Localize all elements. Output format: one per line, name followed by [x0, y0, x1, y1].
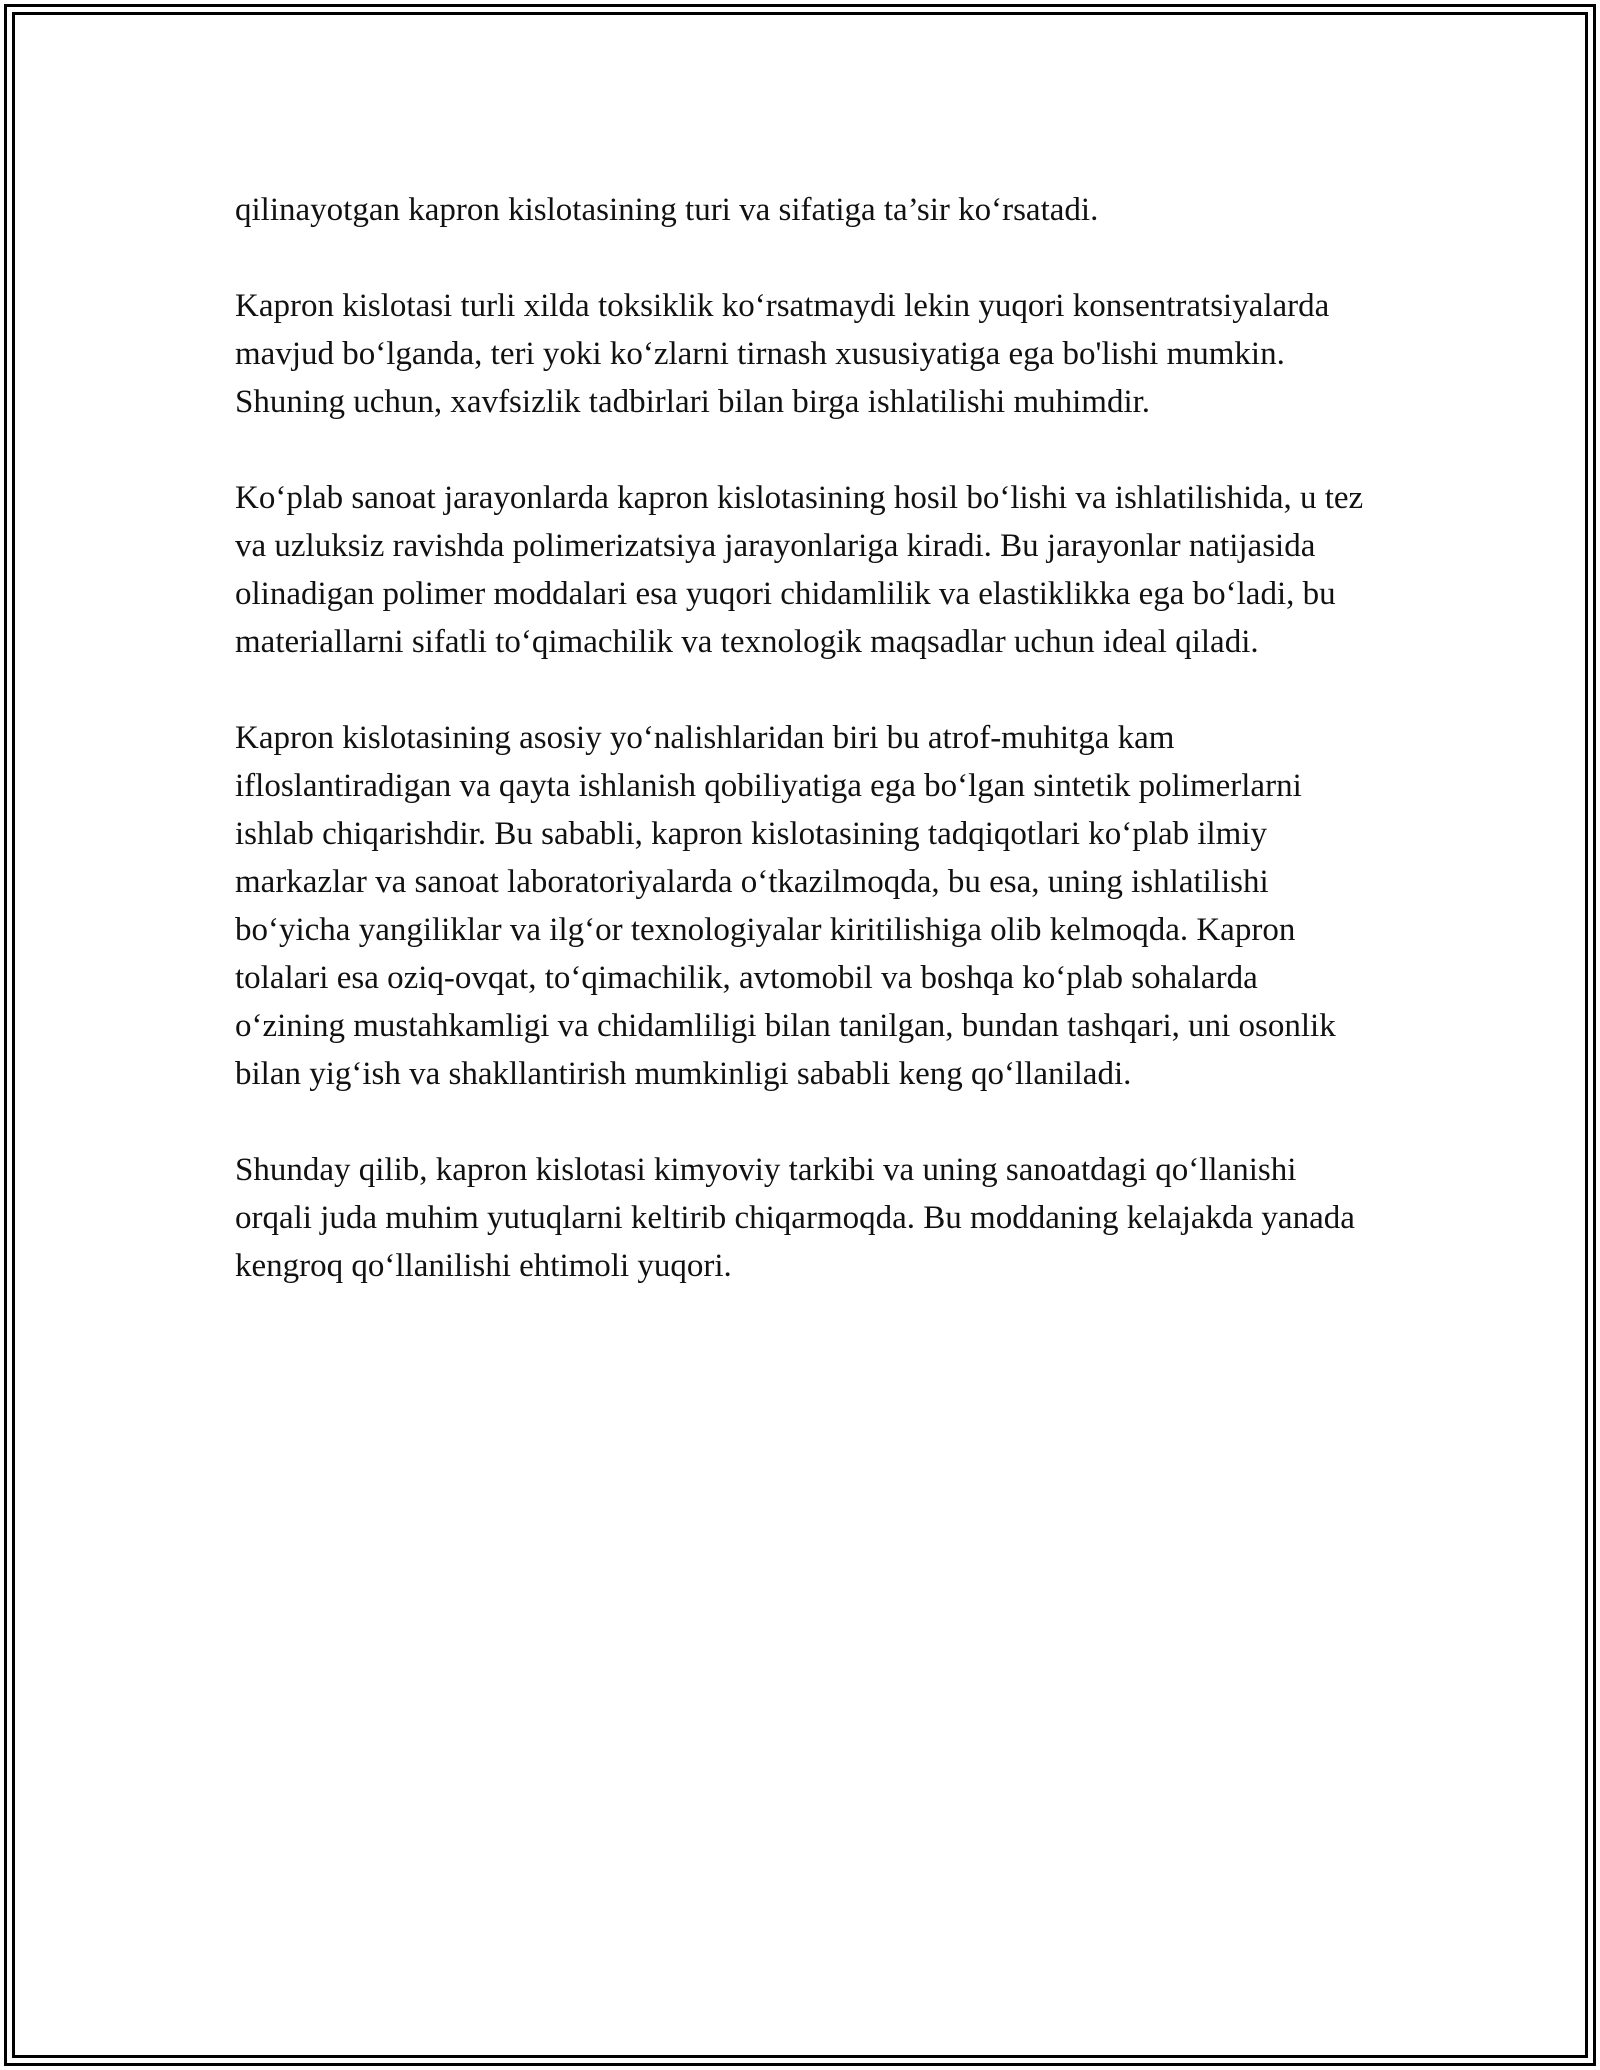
- paragraph-2: Kapron kislotasi turli xilda toksiklik ko‘rsatmaydi lekin yuqori konsentratsiyalarda mavjud bo‘lganda, teri yoki ko‘zlarni tirnash xususiyatiga ega bo'lishi mumkin. Shuning uchun, xavfsizlik tadbirlari bilan birga ishlatilishi muhimdir.: [235, 288, 1330, 420]
- document-body: [235, 186, 1375, 1338]
- paragraph-5: Shunday qilib, kapron kislotasi kimyoviy tarkibi va uning sanoatdagi qo‘llanishi orqali juda muhim yutuqlarni keltirib chiqarmoqda. Bu moddaning kelajakda yanada kengroq qo‘llanilishi ehtimoli yuqori.: [235, 1152, 1355, 1284]
- paragraph-3: Ko‘plab sanoat jarayonlarda kapron kislotasining hosil bo‘lishi va ishlatilishida, u tez va uzluksiz ravishda polimerizatsiya jarayonlariga kiradi. Bu jarayonlar natijasida olinadigan polimer moddalari esa yuqori chidamlilik va elastiklikka ega bo‘ladi, bu materiallarni sifatli to‘qimachilik va texnologik maqsadlar uchun ideal qiladi.: [235, 480, 1364, 660]
- paragraph-4: Kapron kislotasining asosiy yo‘nalishlaridan biri bu atrof-muhitga kam ifloslantiradigan va qayta ishlanish qobiliyatiga ega bo‘lgan sintetik polimerlarni ishlab chiqarishdir. Bu sababli, kapron kislotasining tadqiqotlari ko‘plab ilmiy markazlar va sanoat laboratoriyalarda o‘tkazilmoqda, bu esa, uning ishlatilishi bo‘yicha yangiliklar va ilg‘or texnologiyalar kiritilishiga olib kelmoqda. Kapron tolalari esa oziq-ovqat, to‘qimachilik, avtomobil va boshqa ko‘plab sohalarda o‘zining mustahkamligi va chidamliligi bilan tanilgan, bundan tashqari, uni osonlik bilan yig‘ish va shakllantirish mumkinligi sababli keng qo‘llaniladi.: [235, 720, 1336, 1092]
- paragraph-1: qilinayotgan kapron kislotasining turi va sifatiga ta’sir ko‘rsatadi.: [235, 192, 1099, 228]
